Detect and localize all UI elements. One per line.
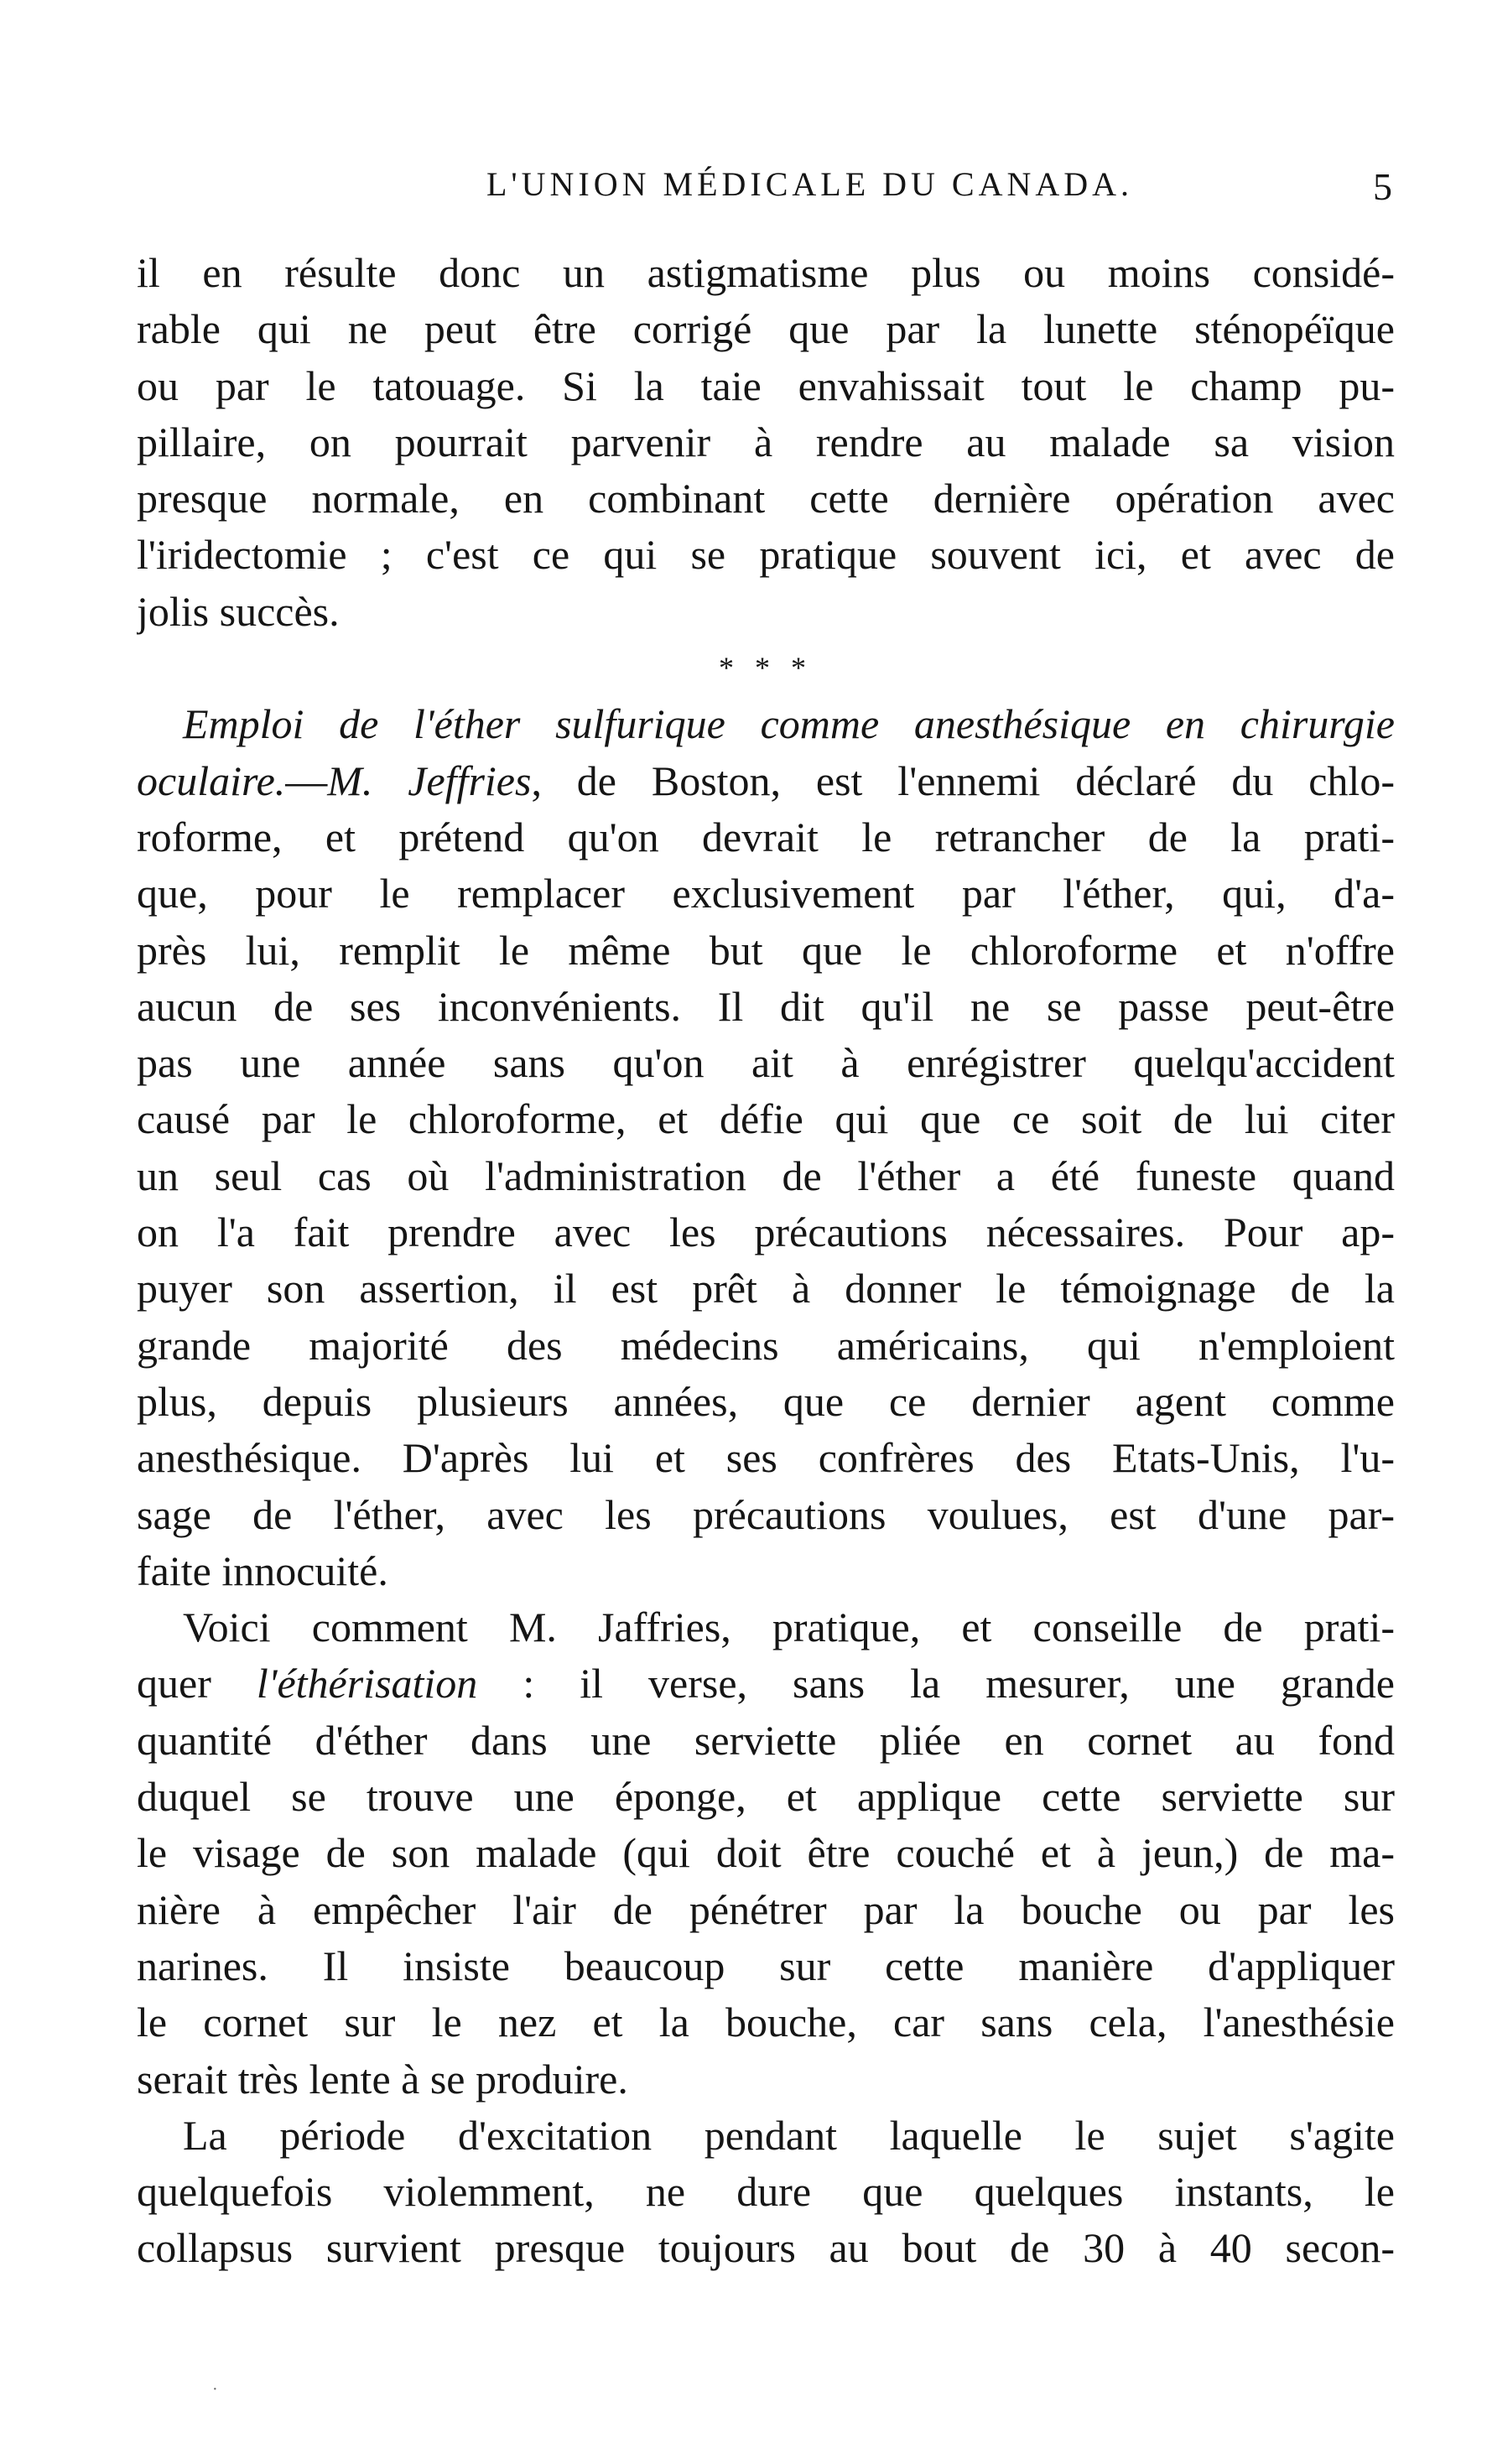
text-line: aucun de ses inconvénients. Il dit qu'il ne se passe peut-être bbox=[137, 982, 1395, 1030]
asterism: * * * bbox=[719, 651, 813, 685]
text-line: rable qui ne peut être corrigé que par la lunette sténopéïque bbox=[137, 305, 1395, 353]
text-line: Voici comment M. Jaffries, pratique, et conseille de prati- bbox=[183, 1604, 1395, 1651]
text-fragment: quer bbox=[137, 1660, 257, 1708]
text-line: nière à empêcher l'air de pénétrer par la bouche ou par les bbox=[137, 1885, 1395, 1933]
text-line: grande majorité des médecins américains, qui n'emploient bbox=[137, 1321, 1395, 1369]
text-line: anesthésique. D'après lui et ses confrères des Etats-Unis, l'u- bbox=[137, 1434, 1395, 1482]
page-number: 5 bbox=[1373, 165, 1392, 208]
text-line: puyer son assertion, il est prêt à donner le témoignage de la bbox=[137, 1265, 1395, 1313]
text-line: le cornet sur le nez et la bouche, car sans cela, l'anesthésie bbox=[137, 1999, 1395, 2046]
section-heading-line bbox=[137, 696, 1395, 752]
text-line bbox=[137, 753, 1395, 809]
text-line: La période d'excitation pendant laquelle le sujet s'agite bbox=[183, 2111, 1395, 2159]
text-line: le visage de son malade (qui doit être couché et à jeun,) de ma- bbox=[137, 1829, 1395, 1877]
text-line: presque normale, en combinant cette dernière opération avec bbox=[137, 475, 1395, 522]
text-line: il en résulte donc un astigmatisme plus ou moins considé- bbox=[137, 249, 1395, 296]
text-line: un seul cas où l'administration de l'éther a été funeste quand bbox=[137, 1151, 1395, 1199]
text-line: quelquefois violemment, ne dure que quelques instants, le bbox=[137, 2168, 1395, 2216]
text-line: causé par le chloroforme, et défie qui que ce soit de lui citer bbox=[137, 1095, 1395, 1143]
text-line: pas une année sans qu'on ait à enrégistrer quelqu'accident bbox=[137, 1039, 1395, 1087]
text-line bbox=[137, 1656, 1395, 1712]
text-fragment: : il verse, sans la mesurer, une grande bbox=[477, 1660, 1395, 1708]
text-line: collapsus survient presque toujours au bout de 30 à 40 secon- bbox=[137, 2224, 1395, 2272]
text-line: roforme, et prétend qu'on devrait le retrancher de la prati- bbox=[137, 813, 1395, 860]
text-line: quantité d'éther dans une serviette pliée en cornet au fond bbox=[137, 1716, 1395, 1764]
text-line: ou par le tatouage. Si la taie envahissait tout le champ pu- bbox=[137, 361, 1395, 409]
section-heading-end: oculaire. bbox=[137, 756, 286, 804]
text-fragment: , de Boston, est l'ennemi déclaré du chlo- bbox=[531, 756, 1395, 804]
print-speck: · bbox=[212, 2380, 218, 2399]
text-line: on l'a fait prendre avec les précautions nécessaires. Pour ap- bbox=[137, 1209, 1395, 1256]
text-line: faite innocuité. bbox=[137, 1546, 388, 1594]
italic-term: l'éthérisation bbox=[256, 1660, 478, 1708]
text-line: que, pour le remplacer exclusivement par l'éther, qui, d'a- bbox=[137, 870, 1395, 918]
running-title: L'UNION MÉDICALE DU CANADA. bbox=[486, 165, 1134, 203]
text-line: plus, depuis plusieurs années, que ce dernier agent comme bbox=[137, 1377, 1395, 1425]
text-line: serait très lente à se produire. bbox=[137, 2055, 628, 2103]
text-line: duquel se trouve une éponge, et applique cette serviette sur bbox=[137, 1773, 1395, 1821]
text-line: jolis succès. bbox=[137, 587, 340, 635]
section-dash: — bbox=[285, 756, 328, 804]
text-line: sage de l'éther, avec les précautions voulues, est d'une par- bbox=[137, 1490, 1395, 1538]
text-line: près lui, remplit le même but que le chloroforme et n'offre bbox=[137, 926, 1395, 974]
text-line: l'iridectomie ; c'est ce qui se pratique souvent ici, et avec de bbox=[137, 531, 1395, 579]
section-heading: Emploi de l'éther sulfurique comme anesthésique en chirurgie bbox=[183, 700, 1395, 748]
text-line: narines. Il insiste beaucoup sur cette manière d'appliquer bbox=[137, 1942, 1395, 1989]
text-line: pillaire, on pourrait parvenir à rendre au malade sa vision bbox=[137, 418, 1395, 465]
body-text bbox=[137, 245, 1395, 2277]
author-name: M. Jeffries bbox=[327, 756, 532, 804]
running-head bbox=[134, 164, 1392, 215]
